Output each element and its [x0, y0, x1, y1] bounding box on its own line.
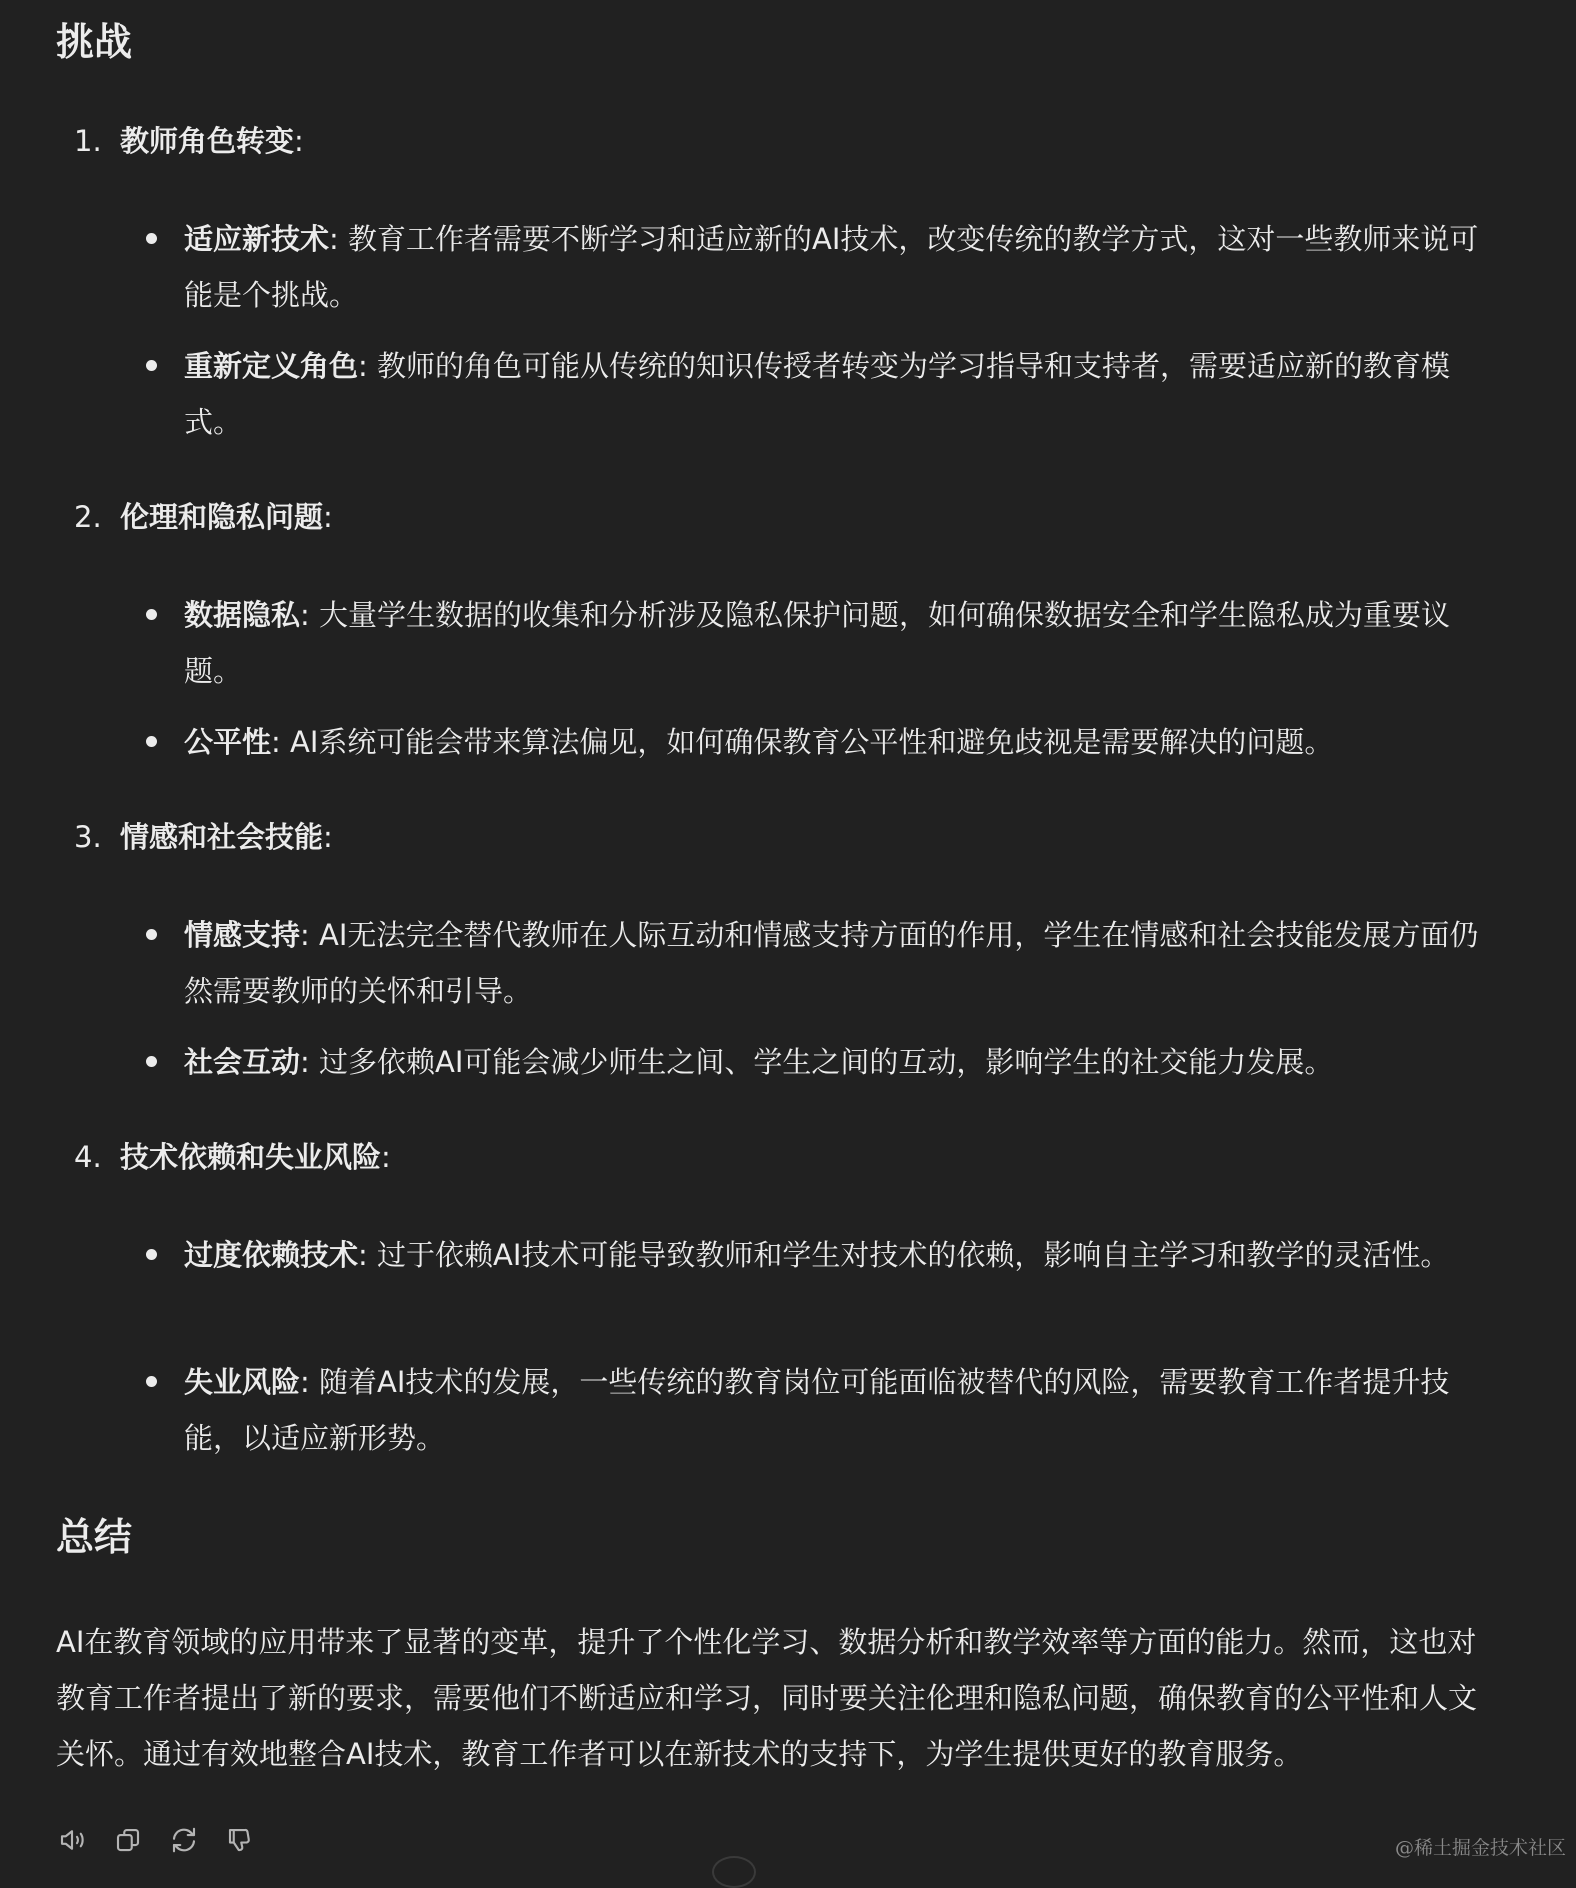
- list-number: 3.: [74, 820, 102, 854]
- read-aloud-button[interactable]: [56, 1824, 88, 1856]
- bullet-term: 重新定义角色: [184, 349, 359, 383]
- list-number: 4.: [74, 1140, 102, 1174]
- bullet-dot: [146, 929, 157, 940]
- bullet-item: 数据隐私: 大量学生数据的收集和分析涉及隐私保护问题，如何确保数据安全和学生隐私成为重要议题。: [184, 587, 1496, 699]
- bullet-text: 教育工作者需要不断学习和适应新的AI技术，改变传统的教学方式，这对一些教师来说可能是个挑战。: [184, 222, 1479, 312]
- bullet-text: 过于依赖AI技术可能导致教师和学生对技术的依赖，影响自主学习和教学的灵活性。: [377, 1238, 1450, 1272]
- summary-heading: 总结: [56, 1515, 133, 1559]
- watermark: @稀土掘金技术社区: [1394, 1837, 1566, 1859]
- list-item-1: 1. 教师角色转变:: [74, 121, 304, 161]
- bullet-term: 公平性: [184, 725, 272, 759]
- bullet-text: 过多依赖AI可能会减少师生之间、学生之间的互动，影响学生的社交能力发展。: [319, 1045, 1334, 1079]
- bullet-term: 适应新技术: [184, 222, 330, 256]
- bullet-term: 情感支持: [184, 918, 301, 952]
- list-title: 技术依赖和失业风险: [120, 1140, 382, 1174]
- list-title: 伦理和隐私问题: [120, 500, 324, 534]
- bullet-item: 社会互动: 过多依赖AI可能会减少师生之间、学生之间的互动，影响学生的社交能力发展。: [184, 1034, 1496, 1090]
- list-number: 2.: [74, 500, 102, 534]
- summary-paragraph: AI在教育领域的应用带来了显著的变革，提升了个性化学习、数据分析和教学效率等方面的能力。然而，这也对教育工作者提出了新的要求，需要他们不断适应和学习，同时要关注伦理和隐私问题，确保教育的公平性和人文关怀。通过有效地整合AI技术，教育工作者可以在新技术的支持下，为学生提供更好的教育服务。: [56, 1625, 1478, 1771]
- bad-response-button[interactable]: [224, 1824, 256, 1856]
- bullet-dot: [146, 1056, 157, 1067]
- bullet-text: AI系统可能会带来算法偏见，如何确保教育公平性和避免歧视是需要解决的问题。: [290, 725, 1334, 759]
- regenerate-button[interactable]: [168, 1824, 200, 1856]
- bullet-dot: [146, 233, 157, 244]
- bullet-item: 重新定义角色: 教师的角色可能从传统的知识传授者转变为学习指导和支持者，需要适应新的教育模式。: [184, 338, 1496, 450]
- bullet-dot: [146, 360, 157, 371]
- list-item-2: 2. 伦理和隐私问题:: [74, 497, 333, 537]
- list-item-3: 3. 情感和社会技能:: [74, 817, 333, 857]
- regenerate-icon: [169, 1825, 199, 1855]
- bullet-dot: [146, 736, 157, 747]
- bullet-dot: [146, 609, 157, 620]
- bullet-text: AI无法完全替代教师在人际互动和情感支持方面的作用，学生在情感和社会技能发展方面仍然需要教师的关怀和引导。: [184, 918, 1479, 1008]
- bullet-item: 公平性: AI系统可能会带来算法偏见，如何确保教育公平性和避免歧视是需要解决的问题。: [184, 714, 1496, 770]
- bullet-dot: [146, 1376, 157, 1387]
- thumbs-down-icon: [225, 1825, 255, 1855]
- bullet-item: 失业风险: 随着AI技术的发展，一些传统的教育岗位可能面临被替代的风险，需要教育工作者提升技能，以适应新形势。: [184, 1354, 1496, 1466]
- bullet-term: 数据隐私: [184, 598, 301, 632]
- bullet-text: 随着AI技术的发展，一些传统的教育岗位可能面临被替代的风险，需要教育工作者提升技能，以适应新形势。: [184, 1365, 1450, 1455]
- copy-button[interactable]: [112, 1824, 144, 1856]
- scroll-down-button[interactable]: [712, 1856, 756, 1888]
- list-title: 情感和社会技能: [120, 820, 324, 854]
- list-item-4: 4. 技术依赖和失业风险:: [74, 1137, 391, 1177]
- bullet-text: 教师的角色可能从传统的知识传授者转变为学习指导和支持者，需要适应新的教育模式。: [184, 349, 1451, 439]
- bullet-text: 大量学生数据的收集和分析涉及隐私保护问题，如何确保数据安全和学生隐私成为重要议题。: [184, 598, 1451, 688]
- bullet-item: 情感支持: AI无法完全替代教师在人际互动和情感支持方面的作用，学生在情感和社会技能发展方面仍然需要教师的关怀和引导。: [184, 907, 1496, 1019]
- list-number: 1.: [74, 124, 102, 158]
- copy-icon: [113, 1825, 143, 1855]
- bullet-item: 过度依赖技术: 过于依赖AI技术可能导致教师和学生对技术的依赖，影响自主学习和教学的灵活性。: [184, 1227, 1496, 1283]
- bullet-term: 过度依赖技术: [184, 1238, 359, 1272]
- message-actions: [56, 1824, 256, 1856]
- bullet-term: 社会互动: [184, 1045, 301, 1079]
- list-title: 教师角色转变: [120, 124, 295, 158]
- bullet-term: 失业风险: [184, 1365, 301, 1399]
- challenges-heading: 挑战: [56, 20, 133, 64]
- speaker-icon: [57, 1825, 87, 1855]
- bullet-item: 适应新技术: 教育工作者需要不断学习和适应新的AI技术，改变传统的教学方式，这对一些教师来说可能是个挑战。: [184, 211, 1496, 323]
- bullet-dot: [146, 1249, 157, 1260]
